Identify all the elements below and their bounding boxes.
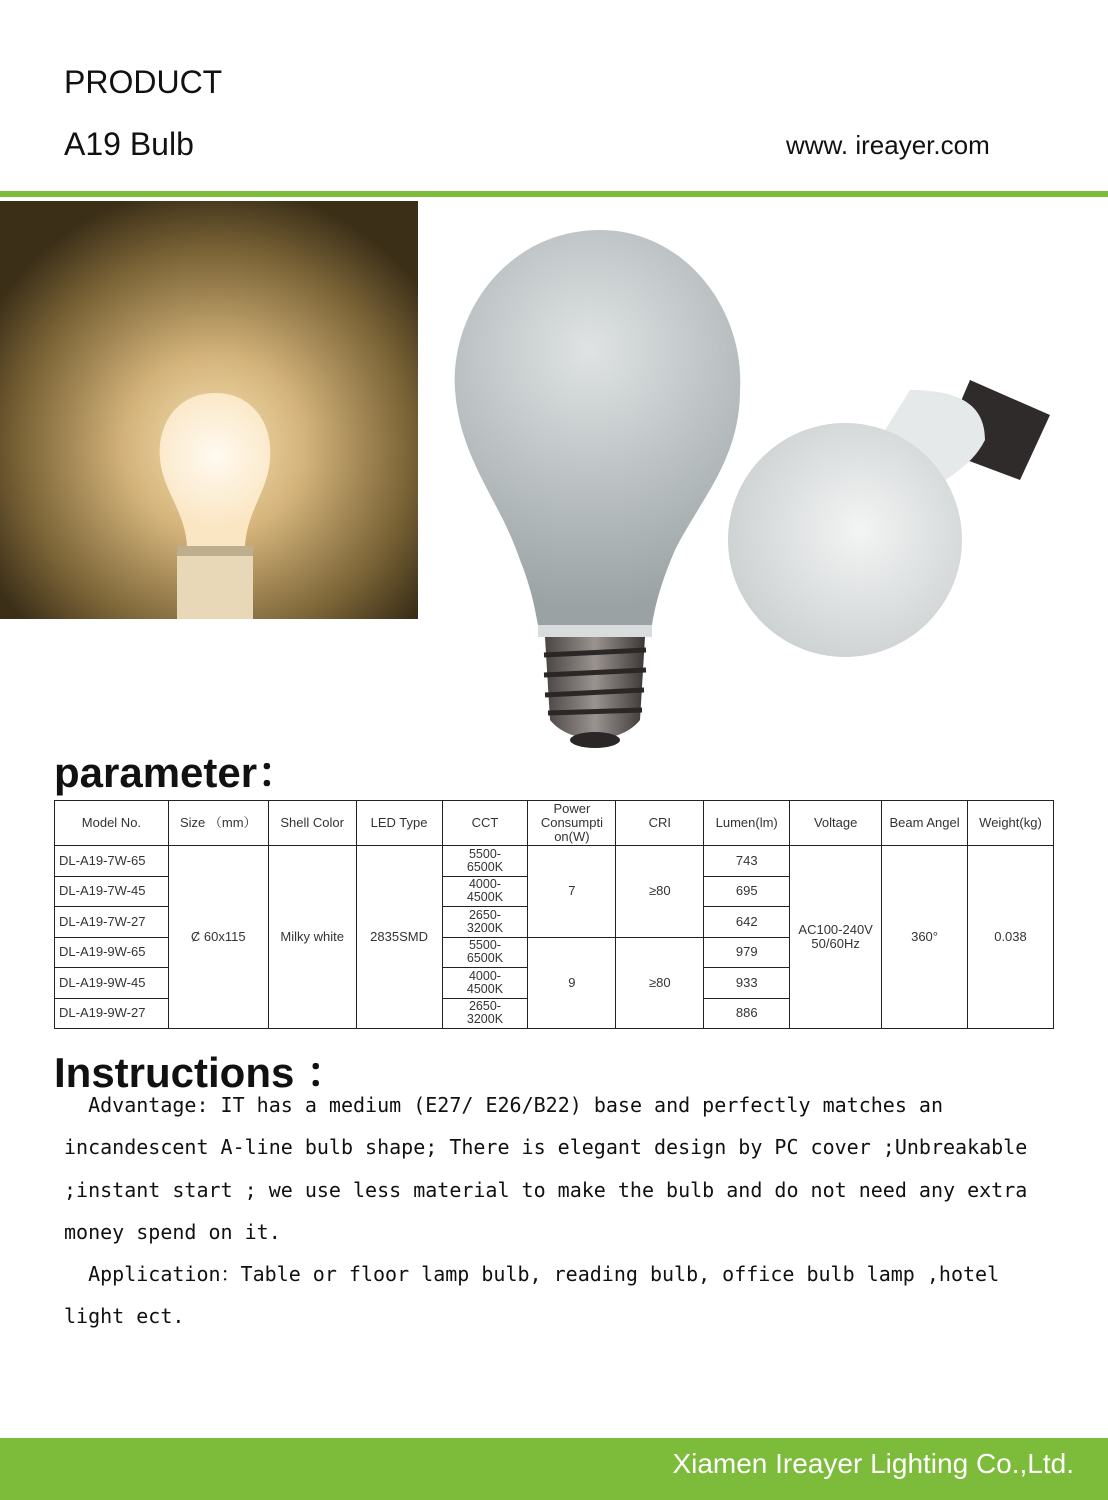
header-cell: Lumen(lm)	[704, 801, 790, 846]
header-cell: Shell Color	[268, 801, 356, 846]
instructions-heading: Instructions ：	[54, 1049, 349, 1096]
header-cell: LED Type	[356, 801, 442, 846]
cri-cell: ≥80	[616, 937, 704, 1029]
lit-bulb-photo	[0, 201, 418, 619]
led-type-cell: 2835SMD	[356, 846, 442, 1029]
cct-cell: 5500- 6500K	[442, 846, 528, 877]
power-cell: 9	[528, 937, 616, 1029]
model-cell: DL-A19-7W-27	[55, 907, 169, 938]
header-cell: Model No.	[55, 801, 169, 846]
header-cell: Weight(kg)	[967, 801, 1053, 846]
product-name: A19 Bulb	[64, 126, 194, 162]
lumen-cell: 933	[704, 968, 790, 999]
shell-color-cell: Milky white	[268, 846, 356, 1029]
website-link[interactable]: www. ireayer.com	[786, 130, 990, 160]
header-cell: Power Consumpti on(W)	[528, 801, 616, 846]
page-title: PRODUCT	[64, 64, 223, 100]
parameter-heading: parameter：	[54, 749, 300, 796]
cct-cell: 4000- 4500K	[442, 876, 528, 907]
instructions-body	[64, 1084, 1064, 1338]
table-header-row	[55, 801, 1054, 846]
spec-table	[54, 800, 1054, 1029]
company-name: Xiamen Ireayer Lighting Co.,Ltd.	[672, 1448, 1074, 1479]
power-cell: 7	[528, 846, 616, 938]
beam-angle-cell: 360°	[882, 846, 968, 1029]
model-cell: DL-A19-9W-65	[55, 937, 169, 968]
advantage-paragraph: Advantage: IT has a medium (E27/ E26/B22) base and perfectly matches an incandescent A-line bulb shape; There is elegant design by PC cover ;Unbreakable ;instant start ; we use less material to make the bulb and do not need any extra money spend on it.	[64, 1093, 1040, 1244]
cct-cell: 4000- 4500K	[442, 968, 528, 999]
model-cell: DL-A19-7W-45	[55, 876, 169, 907]
cct-cell: 5500- 6500K	[442, 937, 528, 968]
header-cell: CRI	[616, 801, 704, 846]
cri-cell: ≥80	[616, 846, 704, 938]
model-cell: DL-A19-9W-27	[55, 998, 169, 1029]
header-cell: Voltage	[790, 801, 882, 846]
header-cell: CCT	[442, 801, 528, 846]
header-divider	[0, 191, 1108, 197]
cct-cell: 2650- 3200K	[442, 907, 528, 938]
model-cell: DL-A19-9W-45	[55, 968, 169, 999]
bulb-side-view	[728, 380, 1050, 657]
model-cell: DL-A19-7W-65	[55, 846, 169, 877]
size-cell: Ȼ 60x115	[168, 846, 268, 1029]
lumen-cell: 886	[704, 998, 790, 1029]
lumen-cell: 642	[704, 907, 790, 938]
cct-cell: 2650- 3200K	[442, 998, 528, 1029]
lumen-cell: 695	[704, 876, 790, 907]
table-row	[55, 846, 1054, 877]
header-cell: Size （mm）	[168, 801, 268, 846]
voltage-cell: AC100-240V 50/60Hz	[790, 846, 882, 1029]
lumen-cell: 743	[704, 846, 790, 877]
lumen-cell: 979	[704, 937, 790, 968]
header-cell: Beam Angel	[882, 801, 968, 846]
weight-cell: 0.038	[967, 846, 1053, 1029]
bulb-front-view	[455, 230, 741, 748]
application-paragraph: Application：Table or floor lamp bulb, reading bulb, office bulb lamp ,hotel light ect.	[64, 1262, 1012, 1329]
product-bulb-image	[440, 200, 1090, 760]
